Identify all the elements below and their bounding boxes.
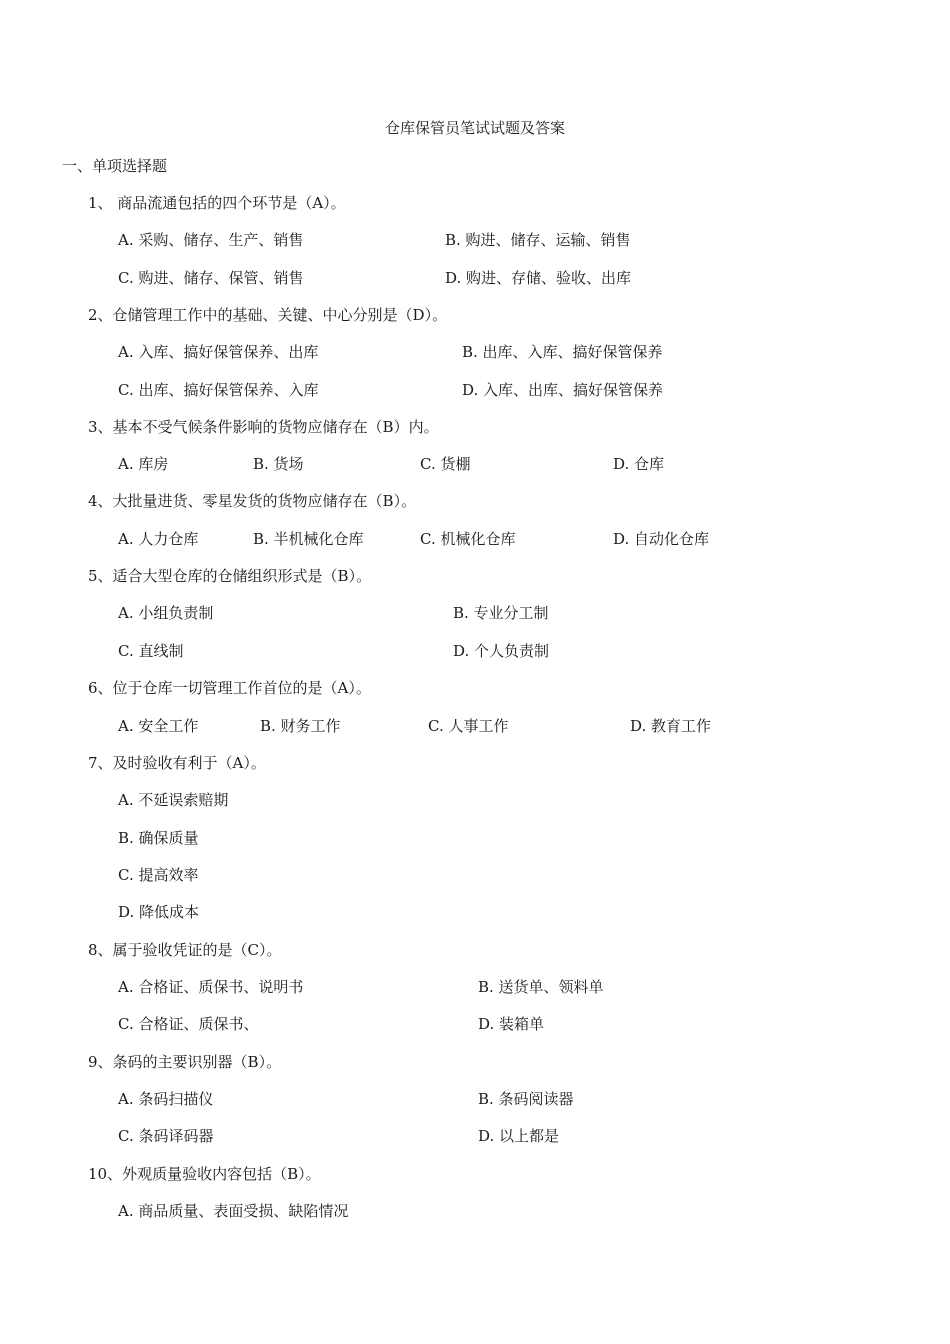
option-5b: B. 专业分工制 — [453, 604, 549, 622]
option-9d: D. 以上都是 — [478, 1127, 560, 1145]
option-7b: B. 确保质量 — [118, 829, 199, 847]
question-10: 10、外观质量验收内容包括（B）。 — [88, 1165, 321, 1183]
option-5c: C. 直线制 — [118, 642, 184, 660]
option-1b: B. 购进、储存、运输、销售 — [445, 231, 631, 249]
option-7a: A. 不延误索赔期 — [118, 791, 229, 809]
option-1d: D. 购进、存储、验收、出库 — [445, 269, 632, 287]
option-6b: B. 财务工作 — [260, 717, 341, 735]
question-1: 1、 商品流通包括的四个环节是（A）。 — [88, 194, 346, 212]
option-8b: B. 送货单、领料单 — [478, 978, 604, 996]
option-2a: A. 入库、搞好保管保养、出库 — [118, 343, 319, 361]
option-2d: D. 入库、出库、搞好保管保养 — [462, 381, 664, 399]
option-9a: A. 条码扫描仪 — [118, 1090, 214, 1108]
option-2c: C. 出库、搞好保管保养、入库 — [118, 381, 319, 399]
option-4c: C. 机械化仓库 — [420, 530, 516, 548]
option-5a: A. 小组负责制 — [118, 604, 214, 622]
option-8c: C. 合格证、质保书、 — [118, 1015, 259, 1033]
option-4d: D. 自动化仓库 — [613, 530, 710, 548]
option-1a: A. 采购、储存、生产、销售 — [118, 231, 304, 249]
option-3a: A. 库房 — [118, 455, 169, 473]
option-9c: C. 条码译码器 — [118, 1127, 214, 1145]
question-3: 3、基本不受气候条件影响的货物应储存在（B）内。 — [88, 418, 439, 436]
option-6d: D. 教育工作 — [630, 717, 712, 735]
question-6: 6、位于仓库一切管理工作首位的是（A）。 — [88, 679, 371, 697]
option-8a: A. 合格证、质保书、说明书 — [118, 978, 304, 996]
option-5d: D. 个人负责制 — [453, 642, 550, 660]
option-7c: C. 提高效率 — [118, 866, 199, 884]
option-6a: A. 安全工作 — [118, 717, 199, 735]
question-5: 5、适合大型仓库的仓储组织形式是（B）。 — [88, 567, 372, 585]
question-2: 2、仓储管理工作中的基础、关键、中心分别是（D）。 — [88, 306, 448, 324]
option-2b: B. 出库、入库、搞好保管保养 — [462, 343, 663, 361]
page-title: 仓库保管员笔试试题及答案 — [384, 119, 565, 137]
option-3d: D. 仓库 — [613, 455, 665, 473]
question-9: 9、条码的主要识别器（B）。 — [88, 1053, 282, 1071]
option-3c: C. 货棚 — [420, 455, 471, 473]
option-4b: B. 半机械化仓库 — [253, 530, 364, 548]
option-8d: D. 装箱单 — [478, 1015, 545, 1033]
option-9b: B. 条码阅读器 — [478, 1090, 574, 1108]
question-7: 7、及时验收有利于（A）。 — [88, 754, 266, 772]
option-10a: A. 商品质量、表面受损、缺陷情况 — [118, 1202, 349, 1220]
option-3b: B. 货场 — [253, 455, 304, 473]
question-8: 8、属于验收凭证的是（C）。 — [88, 941, 282, 959]
question-4: 4、大批量进货、零星发货的货物应储存在（B）。 — [88, 492, 417, 510]
option-1c: C. 购进、储存、保管、销售 — [118, 269, 304, 287]
option-4a: A. 人力仓库 — [118, 530, 199, 548]
section-heading: 一、单项选择题 — [62, 157, 168, 175]
option-6c: C. 人事工作 — [428, 717, 509, 735]
option-7d: D. 降低成本 — [118, 903, 200, 921]
